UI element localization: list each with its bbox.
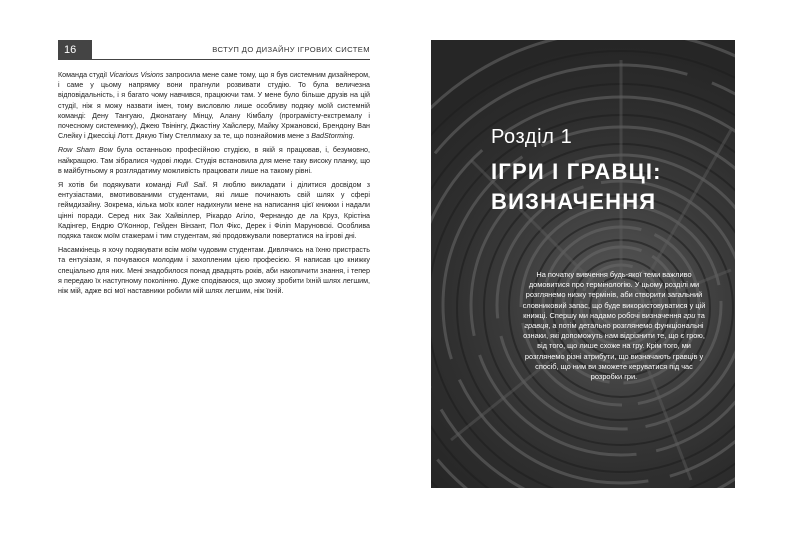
paragraph [58, 70, 370, 141]
paragraph [58, 245, 370, 296]
italic-text: гравця [524, 321, 549, 331]
text-run: запросила мене саме тому, що я був системним дизайнером, і саме у цьому напрямку вони прагнули розвивати студію. То була величезна відповідальність, і я багато чому навчився, працюючи там. У мене було більше друзів на цій студії, ніж я можу назвати імен, тому висловлю лише особливу подяку моїй системній команді: Дену Тангуаю, Джонатану Мінцу, Алану Кімбалу (програмісту-екстремалу і почесному системнику), Джею Твінінгу, Джастіну Хайслеру, Майку Хржановскі, Брендону Ван Слейку і Джессіці Лотт. Дякую Тіму Стеллмаху за те, що познайомив мене з [58, 71, 370, 141]
text-run: Я хотів би подякувати команді [58, 181, 177, 190]
paragraph [58, 180, 370, 241]
paragraph [58, 145, 370, 176]
italic-text: BadStorming [311, 132, 353, 141]
left-page [58, 40, 370, 300]
page-number: 16 [58, 40, 92, 60]
italic-text: Row Sham Bow [58, 146, 113, 155]
italic-text: Full Sail [176, 181, 206, 190]
chapter-opener [431, 40, 735, 488]
italic-text: гри [683, 310, 696, 320]
text-run: . Я люблю викладати і ділитися досвідом з ентузіастами, вмотивованими студентами, які лише починають свій шлях у сфері геймдизайну. Зокрема, кілька моїх колег надихнули мене на написання цієї книжки і надали цінні поради. Серед них Зак Хайвіллер, Рікардо Агіло, Фернандо де ла Круз, Крістіна Кадінгер, Ендрю О'Коннор, Гейден Вінзант, Пол Фікс, Дерек і Філіп Маруновскі. Особлива подяка також моїм стажерам і тим студентам, які продовжували повертатися на ігрові дні. [58, 181, 370, 241]
body-text [58, 70, 370, 296]
chapter-label: Розділ 1 [491, 126, 573, 148]
running-head [58, 40, 370, 60]
text-run: та [695, 310, 705, 320]
text-run: . [352, 132, 355, 141]
running-head-title: ВСТУП ДО ДИЗАЙНУ ІГРОВИХ СИСТЕМ [212, 45, 370, 54]
text-run: На початку вивчення будь-якої теми важливо домовитися про термінологію. У цьому розділі ми розглянемо низку термінів, аби створити загальний словниковий запас, що буде використовуватися у цій книжці. Спершу ми надамо робочі визначення [522, 270, 706, 320]
text-run: Насамкінець я хочу подякувати всім моїм чудовим студентам. Дивлячись на їхню пристрасть та ентузіазм, я почуваюся молодим і захопленим цією професією. Я написав цю книжку спеціально для них. Мені знадобилося понад двадцять років, аби накопичити знання, і тепер я передаю їх наступному поколінню. Дуже сподіваюся, що зможу зробити їхній шлях легшим, ніж мій, адже всі мої наставники робили мій шлях легшим, ніж їхній. [58, 246, 370, 296]
chapter-title-line: ВИЗНАЧЕННЯ [491, 189, 657, 214]
text-run: , а потім детально розглянемо функціональні ознаки, які допоможуть нам відрізнити те, що є грою, від того, що лише схоже на гру. Крім того, ми розглянемо різні атрибути, що визначають гравців у спосіб, що ним ви зможете керуватися під час розробки гри. [523, 321, 705, 382]
chapter-intro [521, 270, 707, 382]
chapter-title [491, 157, 711, 217]
text-run: була останньою професійною студією, в якій я працював, і, безумовно, найкращою. Там зібралися чудові люди. Студія встановила для мене таку високу планку, що в майбутньому я розглядатиму можливість працювати лише на такому рівні. [58, 146, 370, 175]
text-run: Команда студії [58, 71, 110, 79]
italic-text: Vicarious Visions [109, 71, 164, 79]
chapter-title-line: ІГРИ І ГРАВЦІ: [491, 159, 662, 184]
maze-icon [431, 40, 735, 488]
